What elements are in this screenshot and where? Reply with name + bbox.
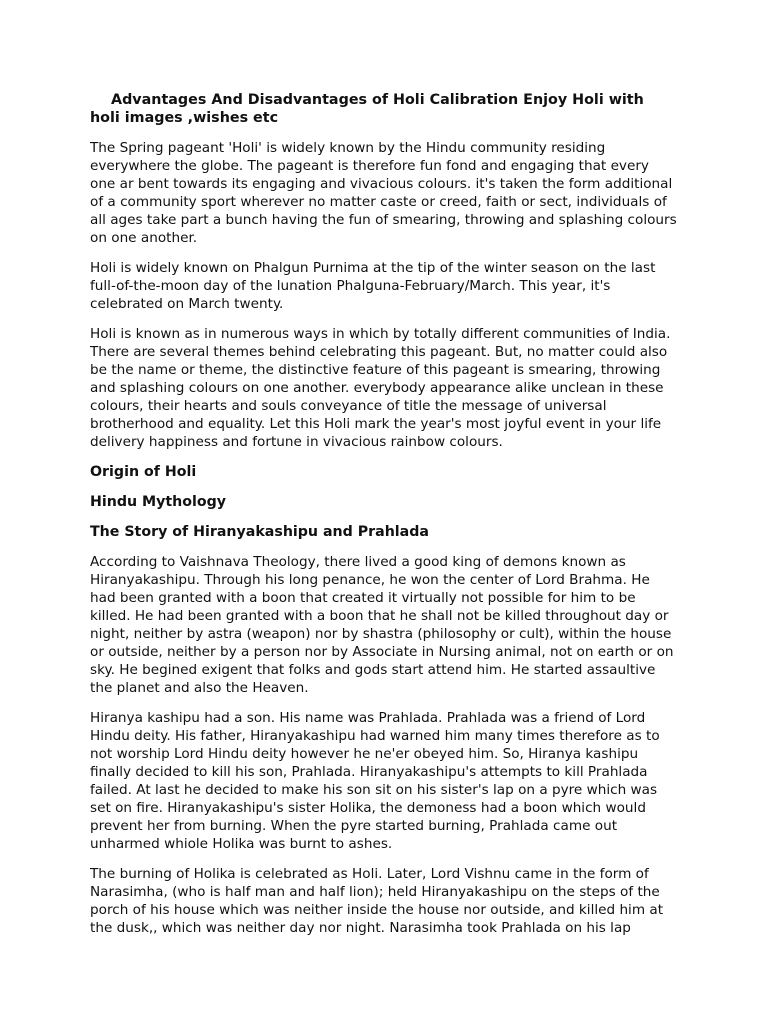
intro-paragraph: Holi is known as in numerous ways in which by totally different communities of India. There are several themes behind celebrating this pageant. But, no matter could also be the name or theme, the distinctive feature of this pageant is smearing, throwing and splashing colours on one another. everybody appearance alike unclean in these colours, their hearts and souls conveyance of title the message of universal brotherhood and equality. Let this Holi mark the year's most joyful event in your life delivery happiness and fortune in vivacious rainbow colours.	[90, 326, 671, 450]
story-paragraph: The burning of Holika is celebrated as Holi. Later, Lord Vishnu came in the form of Narasimha, (who is half man and half lion); held Hiranyakashipu on the steps of the porch of his house which was neither inside the house nor outside, and killed him at the dusk,, which was neither day nor night. Narasimha took Prahlada on his lap	[90, 866, 664, 936]
story-paragraph: According to Vaishnava Theology, there lived a good king of demons known as Hiranyakashipu. Through his long penance, he won the center of Lord Brahma. He had been granted with a boon that created it virtually not possible for him to be killed. He had been granted with a boon that he shall not be killed throughout day or night, neither by astra (weapon) nor by shastra (philosophy or cult), within the house or outside, neither by a person nor by Associate in Nursing animal, not on earth or on sky. He begined exigent that folks and gods start attend him. He started assaultive the planet and also the Heaven.	[90, 554, 674, 696]
section-heading-mythology: Hindu Mythology	[90, 494, 227, 510]
story-paragraph: Hiranya kashipu had a son. His name was Prahlada. Prahlada was a friend of Lord Hindu deity. His father, Hiranyakashipu had warned him many times therefore as to not worship Lord Hindu deity however he ne'er obeyed him. So, Hiranya kashipu finally decided to kill his son, Prahlada. Hiranyakashipu's attempts to kill Prahlada failed. At last he decided to make his son sit on his sister's lap on a pyre which was set on fire. Hiranyakashipu's sister Holika, the demoness had a boon which would prevent her from burning. When the pyre started burning, Prahlada came out unharmed whiole Holika was burnt to ashes.	[90, 710, 660, 852]
section-heading-origin: Origin of Holi	[90, 464, 197, 480]
section-heading-story: The Story of Hiranyakashipu and Prahlada	[90, 524, 429, 540]
intro-paragraph: The Spring pageant 'Holi' is widely known by the Hindu community residing everywhere the globe. The pageant is therefore fun fond and engaging that every one ar bent towards its engaging and vivacious colours. it's taken the form additional of a community sport wherever no matter caste or creed, faith or sect, individuals of all ages take part a bunch having the fun of smearing, throwing and splashing colours on one another.	[90, 140, 677, 246]
document-title: Advantages And Disadvantages of Holi Calibration Enjoy Holi with holi images ,wishes etc	[90, 92, 644, 126]
intro-paragraph: Holi is widely known on Phalgun Purnima at the tip of the winter season on the last full-of-the-moon day of the lunation Phalguna-February/March. This year, it's celebrated on March twenty.	[90, 260, 656, 312]
